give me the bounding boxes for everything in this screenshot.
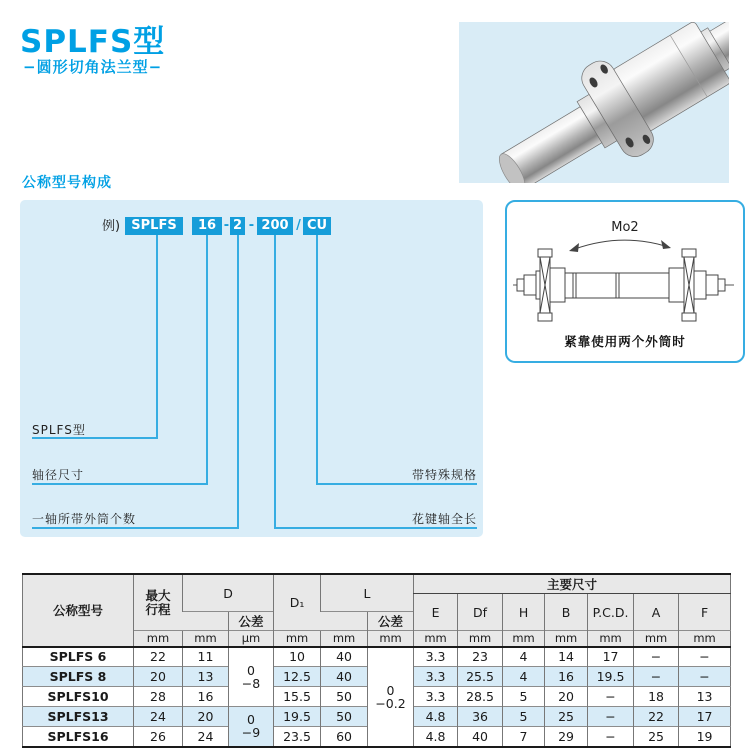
pcd-cell: − [588, 727, 634, 747]
stroke-cell: 28 [134, 687, 183, 707]
unit-cell: mm [368, 631, 414, 647]
model-cell: SPLFS 6 [23, 647, 134, 667]
pcd-cell: − [588, 687, 634, 707]
callout-spline-length: 花键轴全长 [411, 512, 477, 526]
model-cell: SPLFS10 [23, 687, 134, 707]
unit-cell: mm [414, 631, 458, 647]
col-header-model: 公称型号 [23, 574, 134, 647]
unit-cell: mm [503, 631, 545, 647]
segment-separator: - [248, 218, 255, 233]
unit-cell: mm [134, 631, 183, 647]
unit-cell: µm [229, 631, 274, 647]
col-header-b: B [545, 594, 588, 631]
unit-cell: mm [588, 631, 634, 647]
section-heading: 公称型号构成 [22, 175, 112, 191]
leader-line [206, 235, 208, 483]
model-segment-length: 200 [257, 217, 293, 235]
l-cell: 60 [321, 727, 368, 747]
col-header-a: A [634, 594, 679, 631]
d-cell: 13 [183, 667, 229, 687]
f-cell: 19 [679, 727, 731, 747]
model-segment-series: SPLFS [125, 217, 183, 235]
l-cell: 50 [321, 687, 368, 707]
model-segment-count: 2 [230, 217, 245, 235]
col-header-d1: D₁ [274, 574, 321, 631]
stroke-cell: 26 [134, 727, 183, 747]
diagram-caption: 紧靠使用两个外筒时 [564, 334, 686, 349]
h-cell: 4 [503, 647, 545, 667]
example-prefix: 例) [102, 219, 121, 234]
d1-cell: 15.5 [274, 687, 321, 707]
h-cell: 4 [503, 667, 545, 687]
model-cell: SPLFS16 [23, 727, 134, 747]
d-tolerance-header: 公差 [229, 612, 274, 631]
b-cell: 20 [545, 687, 588, 707]
unit-cell: mm [545, 631, 588, 647]
f-cell: 13 [679, 687, 731, 707]
unit-cell: mm [183, 631, 229, 647]
unit-cell: mm [634, 631, 679, 647]
unit-cell: mm [458, 631, 503, 647]
df-cell: 23 [458, 647, 503, 667]
leader-line [156, 235, 158, 437]
d-cell: 16 [183, 687, 229, 707]
h-cell: 5 [503, 707, 545, 727]
l-tolerance-cell: 0 −0.2 [368, 647, 414, 747]
col-header-df: Df [458, 594, 503, 631]
d1-cell: 19.5 [274, 707, 321, 727]
leader-line [32, 527, 239, 529]
d1-cell: 23.5 [274, 727, 321, 747]
l-cell: 40 [321, 647, 368, 667]
df-cell: 28.5 [458, 687, 503, 707]
d-cell: 11 [183, 647, 229, 667]
stroke-cell: 22 [134, 647, 183, 667]
callout-special-spec: 带特殊规格 [411, 468, 477, 482]
moment-diagram-box [505, 200, 745, 363]
leader-line [316, 483, 477, 485]
f-cell: − [679, 647, 731, 667]
b-cell: 29 [545, 727, 588, 747]
unit-cell: mm [274, 631, 321, 647]
stroke-cell: 24 [134, 707, 183, 727]
callout-shaft-diameter: 轴径尺寸 [32, 468, 85, 482]
d-cell: 24 [183, 727, 229, 747]
callout-cylinder-count: 一轴所带外筒个数 [32, 512, 137, 526]
pcd-cell: − [588, 707, 634, 727]
e-cell: 3.3 [414, 647, 458, 667]
a-cell: − [634, 647, 679, 667]
pcd-cell: 17 [588, 647, 634, 667]
df-cell: 40 [458, 727, 503, 747]
model-composition-panel [20, 200, 483, 537]
d1-cell: 12.5 [274, 667, 321, 687]
a-cell: − [634, 667, 679, 687]
d1-cell: 10 [274, 647, 321, 667]
segment-separator: / [296, 218, 301, 233]
a-cell: 22 [634, 707, 679, 727]
page-title: SPLFS型 [20, 24, 166, 60]
col-header-l: L [321, 574, 414, 612]
l-cell: 40 [321, 667, 368, 687]
col-header-h: H [503, 594, 545, 631]
e-cell: 3.3 [414, 687, 458, 707]
e-cell: 4.8 [414, 707, 458, 727]
a-cell: 18 [634, 687, 679, 707]
specification-table [22, 573, 731, 748]
b-cell: 16 [545, 667, 588, 687]
col-header-d: D [183, 574, 274, 612]
model-segment-diameter: 16 [192, 217, 222, 235]
df-cell: 25.5 [458, 667, 503, 687]
f-cell: − [679, 667, 731, 687]
unit-cell: mm [321, 631, 368, 647]
col-header-main-dims: 主要尺寸 [414, 574, 731, 594]
leader-line [274, 235, 276, 527]
col-header-pcd: P.C.D. [588, 594, 634, 631]
unit-cell: mm [679, 631, 731, 647]
l-cell: 50 [321, 707, 368, 727]
a-cell: 25 [634, 727, 679, 747]
l-tolerance-header: 公差 [368, 612, 414, 631]
model-cell: SPLFS13 [23, 707, 134, 727]
table-row [23, 647, 731, 667]
model-segment-spec: CU [303, 217, 331, 235]
e-cell: 4.8 [414, 727, 458, 747]
moment-label: Mo2 [611, 220, 639, 235]
callout-series: SPLFS型 [32, 423, 86, 437]
spacer-cell [183, 612, 229, 631]
page-subtitle: −圆形切角法兰型− [23, 58, 163, 76]
d-tolerance-cell: 0 −8 [229, 647, 274, 707]
b-cell: 14 [545, 647, 588, 667]
df-cell: 36 [458, 707, 503, 727]
stroke-cell: 20 [134, 667, 183, 687]
model-cell: SPLFS 8 [23, 667, 134, 687]
pcd-cell: 19.5 [588, 667, 634, 687]
e-cell: 3.3 [414, 667, 458, 687]
h-cell: 5 [503, 687, 545, 707]
col-header-f: F [679, 594, 731, 631]
spacer-cell [321, 612, 368, 631]
col-header-stroke: 最大 行程 [134, 574, 183, 631]
leader-line [32, 483, 208, 485]
b-cell: 25 [545, 707, 588, 727]
h-cell: 7 [503, 727, 545, 747]
leader-line [316, 235, 318, 483]
col-header-e: E [414, 594, 458, 631]
leader-line [274, 527, 477, 529]
f-cell: 17 [679, 707, 731, 727]
product-photo [459, 22, 729, 183]
segment-separator: - [223, 218, 230, 233]
d-cell: 20 [183, 707, 229, 727]
flanged-spline-shaft-photo [459, 22, 729, 183]
d-tolerance-cell: 0 −9 [229, 707, 274, 747]
leader-line [237, 235, 239, 527]
